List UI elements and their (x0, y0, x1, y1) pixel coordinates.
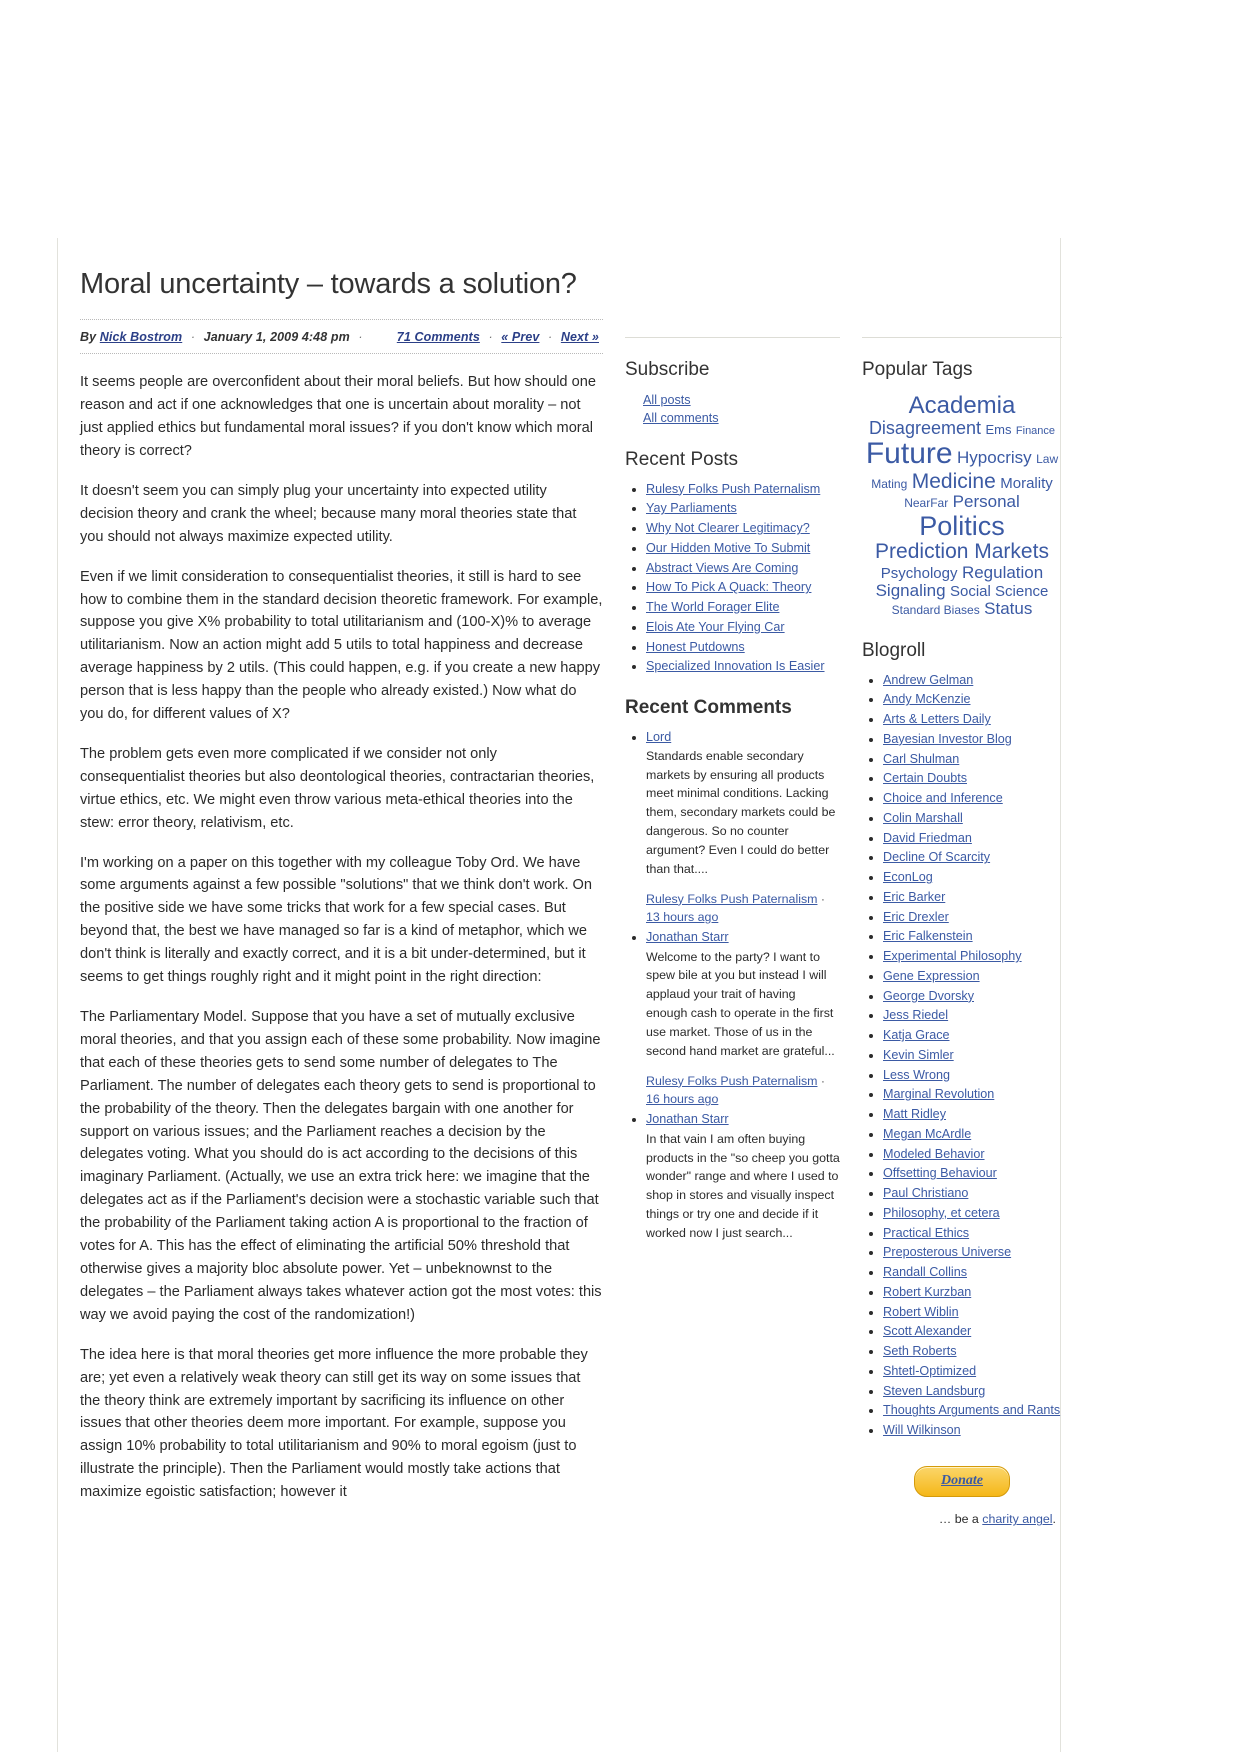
blogroll-link[interactable]: Certain Doubts (883, 771, 967, 786)
blogroll-link[interactable]: Eric Barker (883, 889, 946, 904)
charity-angel-link[interactable]: charity angel (982, 1512, 1053, 1527)
list-item (883, 671, 1062, 689)
post-date: January 1, 2009 4:48 pm (203, 330, 350, 345)
blogroll-link[interactable]: Will Wilkinson (883, 1423, 961, 1438)
list-item (646, 1110, 840, 1242)
tag-link[interactable]: Prediction Markets (875, 539, 1049, 563)
blogroll-link[interactable]: Jess Riedel (883, 1008, 949, 1023)
list-item (883, 1204, 1062, 1222)
blogroll-link[interactable]: Experimental Philosophy (883, 949, 1022, 964)
recent-post-link[interactable]: Specialized Innovation Is Easier (646, 659, 825, 674)
blogroll-link[interactable]: Steven Landsburg (883, 1383, 986, 1398)
list-item (883, 710, 1062, 728)
subscribe-heading: Subscribe (625, 359, 710, 380)
recent-post-link[interactable]: Abstract Views Are Coming (646, 560, 799, 575)
list-item (646, 928, 840, 1109)
page-title: Moral uncertainty – towards a solution? (80, 268, 577, 300)
byline-separator-3: · (488, 330, 493, 345)
comment-author-link[interactable]: Jonathan Starr (646, 930, 729, 945)
tag-link[interactable]: NearFar (904, 496, 949, 511)
blogroll-link[interactable]: Decline Of Scarcity (883, 850, 991, 865)
list-item (646, 728, 840, 927)
recent-posts-heading: Recent Posts (625, 448, 738, 470)
list-item (883, 1283, 1062, 1301)
list-item (883, 1303, 1062, 1321)
list-item (646, 519, 840, 537)
recent-post-link[interactable]: Rulesy Folks Push Paternalism (646, 481, 821, 496)
comment-text: In that vain I am often buying products in the "so cheep you gotta wonder" range and where I used to shop in stores and visually inspect things or try one and decide if it worked now I just search... (646, 1131, 840, 1240)
blogroll-link[interactable]: Thoughts Arguments and Rants (883, 1403, 1061, 1418)
blogroll-link[interactable]: Bayesian Investor Blog (883, 731, 1012, 746)
blogroll-link[interactable]: Gene Expression (883, 968, 980, 983)
next-post-link[interactable]: Next » (560, 330, 599, 345)
comments-link[interactable]: 71 Comments (396, 330, 480, 345)
list-item (883, 809, 1062, 827)
sidebar-right (862, 238, 1062, 1526)
comments-ul (625, 728, 840, 1243)
prev-post-link[interactable]: « Prev (501, 330, 540, 345)
list-item (883, 769, 1062, 787)
blogroll-link[interactable]: Robert Wiblin (883, 1304, 959, 1319)
blogroll-link[interactable]: Carl Shulman (883, 751, 960, 766)
comment-meta-separator: · (820, 891, 826, 906)
blogroll-link[interactable]: Eric Falkenstein (883, 929, 973, 944)
tag-link[interactable]: Medicine (911, 469, 996, 493)
subscribe-all-comments-link[interactable]: All comments (643, 411, 719, 426)
list-item (646, 657, 840, 675)
blogroll-link[interactable]: Megan McArdle (883, 1126, 972, 1141)
tag-link[interactable]: Regulation (961, 562, 1044, 582)
comment-meta (646, 1072, 840, 1109)
blogroll-link[interactable]: Colin Marshall (883, 810, 963, 825)
list-item (883, 1382, 1062, 1400)
list-item (883, 750, 1062, 768)
recent-comments-heading: Recent Comments (625, 696, 792, 718)
blogroll-link[interactable]: Arts & Letters Daily (883, 712, 991, 727)
content-frame (57, 238, 1061, 1752)
comment-meta-separator: · (820, 1073, 826, 1088)
list-item (883, 1125, 1062, 1143)
blogroll-link[interactable]: Scott Alexander (883, 1324, 972, 1339)
post-body (80, 371, 603, 1504)
charity-suffix: . (1052, 1512, 1056, 1527)
charity-angel-line (862, 1512, 1062, 1526)
tag-link[interactable]: Mating (871, 476, 908, 491)
blogroll-link[interactable]: Less Wrong (883, 1067, 950, 1082)
recent-post-link[interactable]: Honest Putdowns (646, 639, 745, 654)
tag-cloud (862, 393, 1062, 619)
tag-link[interactable]: Hypocrisy (957, 448, 1032, 468)
tag-link[interactable]: Ems (985, 421, 1012, 437)
comment-time-link[interactable]: 16 hours ago (646, 1092, 719, 1107)
subscribe-links (643, 391, 840, 428)
list-item (883, 848, 1062, 866)
post-paragraph: The Parliamentary Model. Suppose that you have a set of mutually exclusive moral theories, and that you assign each of these some probability. Now imagine that each of these theories gets to send some number of delegates to The Parliament. The number of delegates each theory gets to send is proportional to the probability of the theory. Then the delegates bargain with one another for support on various issues; and the Parliament reaches a decision by the delegates voting. What you should do is act according to the decisions of this imaginary Parliament. (Actually, we use an extra trick here: we imagine that the delegates act as if the Parliament's decision were a stochastic variable such that the probability of the Parliament taking action A is proportional to the fraction of votes for A. This has the effect of eliminating the artificial 50% threshold that otherwise gives a majority bloc absolute power. Yet – unbeknownst to the delegates – the Parliament always takes whatever action got the most votes: this way we avoid paying the cost of the randomization!) (80, 1009, 602, 1323)
list-item (883, 1243, 1062, 1261)
list-item (883, 1046, 1062, 1064)
post-paragraph: The idea here is that moral theories get more influence the more probable they are; yet even a relatively weak theory can still get its way on some issues that the theory think are extremely important by sacrificing its influence on other issues that other theories deem more important. For example, suppose you assign 10% probability to total utilitarianism and 90% to moral egoism (just to illustrate the principle). Then the Parliament would mostly take actions that maximize egoistic satisfaction; however it (80, 1346, 588, 1501)
blogroll-link[interactable]: Choice and Inference (883, 791, 1003, 806)
post-paragraph: Even if we limit consideration to consequentialist theories, it still is hard to see how to combine them in the standard decision theoretic framework. For example, suppose you give X% probability to total utilitarianism and (100-X)% to average utilitarianism. Now an action might add 5 utils to total happiness and decrease average happiness by 2 utils. (This could happen, e.g. if you create a new happy person that is less happy than the people who already existed.) Now what do you do, for different values of X? (80, 568, 603, 723)
byline-separator-4: · (548, 330, 553, 345)
list-item (883, 1184, 1062, 1202)
blogroll-link[interactable]: Randall Collins (883, 1265, 967, 1280)
blogroll-link[interactable]: Eric Drexler (883, 909, 949, 924)
list-item (883, 868, 1062, 886)
blogroll-link[interactable]: Marginal Revolution (883, 1087, 995, 1102)
recent-post-link[interactable]: Our Hidden Motive To Submit (646, 540, 811, 555)
tag-link[interactable]: Law (1036, 452, 1059, 467)
subscribe-all-posts-link[interactable]: All posts (643, 393, 691, 407)
recent-post-link[interactable]: How To Pick A Quack: Theory (646, 580, 812, 595)
comment-text: Standards enable secondary markets by ensuring all products meet minimal conditions. Lacking them, secondary markets could be dangerous. So no counter argument? Even I could do better than that.... (646, 748, 836, 876)
charity-prefix: … be a (938, 1512, 983, 1527)
post-paragraph: The problem gets even more complicated if we consider not only consequentialist theories but also deontological theories, contractarian theories, virtue ethics, etc. We might even throw various meta-ethical theories into the stew: error theory, relativism, etc. (80, 745, 595, 831)
blogroll-link[interactable]: Preposterous Universe (883, 1245, 1012, 1260)
blogroll-link[interactable]: David Friedman (883, 830, 972, 845)
list-item (883, 1342, 1062, 1360)
tag-link[interactable]: Personal (952, 492, 1020, 512)
list-item (646, 559, 840, 577)
donate-button[interactable]: Donate (914, 1466, 1010, 1497)
sidebar-right-divider (862, 337, 1062, 338)
blogroll-link[interactable]: Philosophy, et cetera (883, 1205, 1000, 1220)
list-item (883, 927, 1062, 945)
list-item (646, 499, 840, 517)
comment-author-link[interactable]: Lord (646, 729, 672, 744)
list-item (883, 1362, 1062, 1380)
tag-link[interactable]: Psychology (880, 564, 958, 582)
list-item (883, 1164, 1062, 1182)
list-item (883, 1066, 1062, 1084)
list-item (883, 690, 1062, 708)
list-item (646, 598, 840, 616)
blogroll-link[interactable]: Andy McKenzie (883, 692, 971, 707)
tag-link[interactable]: Standard Biases (891, 603, 980, 618)
list-item (883, 789, 1062, 807)
list-item (883, 967, 1062, 985)
list-item (883, 1105, 1062, 1123)
sidebar-left-divider (625, 337, 840, 338)
comment-meta (646, 890, 840, 927)
list-item (883, 1421, 1062, 1439)
recent-post-link[interactable]: Why Not Clearer Legitimacy? (646, 521, 810, 535)
byline-divider (80, 353, 603, 354)
list-item (883, 1322, 1062, 1340)
post-paragraph: It seems people are overconfident about their moral beliefs. But how should one reason and act if one acknowledges that one is uncertain about morality – not just applied ethics but fundamental moral issues? if you don't know which moral theory is correct? (80, 374, 596, 459)
list-item (646, 638, 840, 656)
popular-tags-heading: Popular Tags (862, 359, 973, 380)
sidebar-left (625, 238, 840, 1244)
byline (80, 330, 603, 344)
list-item (883, 1145, 1062, 1163)
donate-section (862, 1466, 1062, 1526)
list-item (883, 829, 1062, 847)
title-divider (80, 319, 603, 320)
post-paragraph: It doesn't seem you can simply plug your uncertainty into expected utility decision theory and crank the wheel; because many moral theories state that you should not always maximize expected utility. (80, 482, 577, 545)
blogroll-link[interactable]: Katja Grace (883, 1028, 950, 1043)
blogroll-link[interactable]: Shtetl-Optimized (883, 1363, 977, 1378)
comment-post-link[interactable]: Rulesy Folks Push Paternalism (646, 1073, 818, 1088)
blogroll-heading: Blogroll (862, 639, 926, 661)
byline-separator-1: · (190, 330, 196, 345)
article-column (58, 238, 603, 1504)
tag-link[interactable]: Morality (1000, 474, 1053, 492)
recent-post-link[interactable]: Yay Parliaments (646, 501, 737, 516)
blogroll-link[interactable]: Andrew Gelman (883, 672, 974, 687)
list-item (883, 1263, 1062, 1281)
author-link[interactable]: Nick Bostrom (99, 330, 183, 345)
list-item (883, 1085, 1062, 1103)
tag-link[interactable]: Politics (919, 510, 1005, 541)
list-item (883, 1224, 1062, 1242)
list-item (883, 1006, 1062, 1024)
tag-link[interactable]: Signaling (875, 580, 946, 600)
list-item (883, 987, 1062, 1005)
blogroll-link[interactable]: George Dvorsky (883, 988, 974, 1003)
list-item (646, 618, 840, 636)
list-item (883, 730, 1062, 748)
comment-author-link[interactable]: Jonathan Starr (646, 1112, 729, 1127)
blogroll-link[interactable]: Modeled Behavior (883, 1146, 985, 1161)
comment-post-link[interactable]: Rulesy Folks Push Paternalism (646, 891, 818, 906)
blogroll-link[interactable]: Offsetting Behaviour (883, 1166, 997, 1181)
list-item (646, 578, 840, 596)
blogroll-link[interactable]: Kevin Simler (883, 1047, 954, 1062)
comment-text: Welcome to the party? I want to spew bile at you but instead I will applaud your trait of having enough cash to operate in the first use market. Those of us in the second hand market are grateful... (646, 949, 835, 1058)
blogroll-link[interactable]: Robert Kurzban (883, 1284, 972, 1299)
tag-link[interactable]: Academia (908, 392, 1016, 419)
blogroll-link[interactable]: Seth Roberts (883, 1344, 957, 1359)
blogroll-link[interactable]: Matt Ridley (883, 1107, 946, 1122)
blogroll-link[interactable]: Paul Christiano (883, 1186, 969, 1201)
list-item (883, 947, 1062, 965)
blogroll-link[interactable]: Practical Ethics (883, 1225, 970, 1240)
list-item (883, 1026, 1062, 1044)
list-item (646, 539, 840, 557)
list-item (883, 908, 1062, 926)
tag-link[interactable]: Finance (1015, 424, 1056, 437)
byline-by-label: By (80, 330, 97, 345)
recent-comments-list (625, 728, 840, 1243)
recent-posts-list (625, 480, 840, 676)
tag-link[interactable]: Status (984, 599, 1033, 619)
list-item (646, 480, 840, 498)
list-item (883, 888, 1062, 906)
blogroll-list (862, 671, 1062, 1440)
recent-post-link[interactable]: Elois Ate Your Flying Car (646, 619, 785, 634)
recent-post-link[interactable]: The World Forager Elite (646, 600, 780, 614)
blogroll-link[interactable]: EconLog (883, 870, 933, 885)
post-paragraph: I'm working on a paper on this together with my colleague Toby Ord. We have some arguments against a few possible "solutions" that we think don't work. On the positive side we have some tricks that work for a few special cases. But beyond that, the best we have managed so far is a kind of metaphor, which we don't think is literally and exactly correct, and it is a bit under-determined, but it seems to get things roughly right and it might point in the right direction: (80, 854, 593, 986)
tag-link[interactable]: Social Science (950, 582, 1049, 600)
comment-time-link[interactable]: 13 hours ago (646, 910, 719, 925)
byline-separator-2: · (358, 330, 363, 345)
list-item (883, 1401, 1062, 1419)
tag-link[interactable]: Disagreement (868, 417, 981, 438)
tag-link[interactable]: Future (865, 437, 953, 471)
